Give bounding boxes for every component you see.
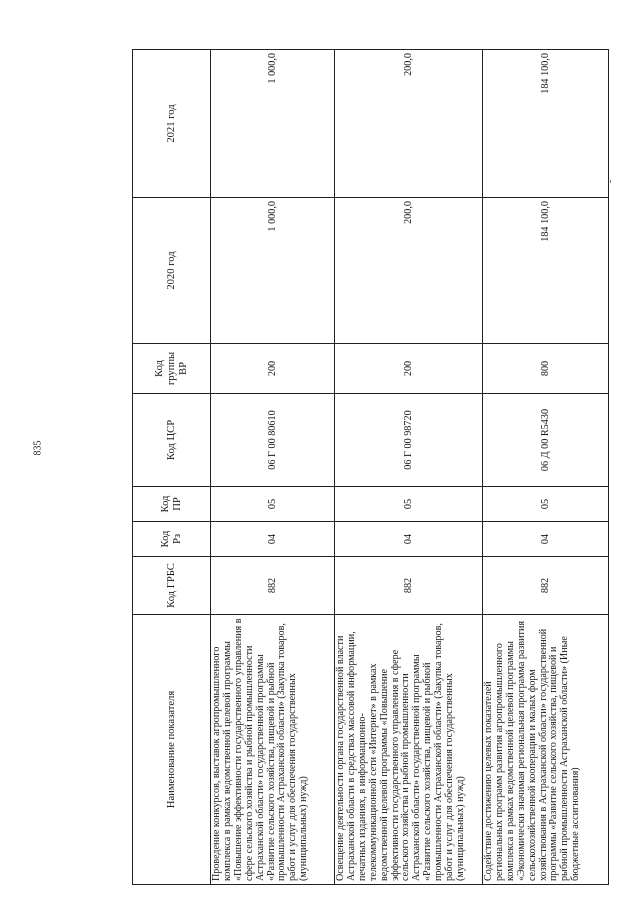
row-csr: 06 Д 00 R5430	[483, 394, 609, 487]
row-vr: 800	[483, 344, 609, 394]
row-name: Содействие достижению целевых показателей региональных программ развития агропромышленного комплекса в рамках ведомственной целевой программы «Экономически значимая региональная программа развития сельскохозяйственной кооперации и малых форм хозяйствования в Астраханской области» государственной программы «Развитие сельского хозяйства, пищевой и рыбной промышленности Астраханской области» (Иные бюджетные ассигнования)	[483, 615, 609, 885]
header-csr: Код ЦСР	[133, 394, 211, 487]
row-rz: 04	[483, 522, 609, 557]
row-csr: 06 Г 00 98720	[335, 394, 483, 487]
row-name: Проведение конкурсов, выставок агропромышленного комплекса в рамках ведомственной целевой программы «Повышение эффективности государственного управления в сфере сельского хозяйства и рыбной промышленности Астраханской области» государственной программы «Развитие сельского хозяйства, пищевой и рыбной промышленности Астраханской области» (Закупка товаров, работ и услуг для обеспечения государственных (муниципальных) нужд)	[211, 615, 335, 885]
header-grbs: Код ГРБС	[133, 557, 211, 615]
row-csr: 06 Г 00 80610	[211, 394, 335, 487]
row-2020: 1 000,0	[211, 198, 335, 344]
row-pr: 05	[211, 487, 335, 522]
rotated-table-wrapper	[132, 50, 582, 885]
table-row	[483, 50, 609, 885]
header-2020: 2020 год	[133, 198, 211, 344]
header-2021: 2021 год	[133, 50, 211, 198]
row-pr: 05	[483, 487, 609, 522]
table-row	[335, 50, 483, 885]
page-number: 835	[32, 440, 44, 456]
row-2021: 184 100,0	[483, 50, 609, 198]
row-grbs: 882	[211, 557, 335, 615]
row-grbs: 882	[335, 557, 483, 615]
table-header-row	[133, 50, 211, 885]
row-pr: 05	[335, 487, 483, 522]
row-2020: 200,0	[335, 198, 483, 344]
header-pr: Код ПР	[133, 487, 211, 522]
row-2020: 184 100,0	[483, 198, 609, 344]
header-rz: Код Рз	[133, 522, 211, 557]
table-row	[211, 50, 335, 885]
row-rz: 04	[211, 522, 335, 557]
row-2021: 200,0	[335, 50, 483, 198]
row-grbs: 882	[483, 557, 609, 615]
row-vr: 200	[335, 344, 483, 394]
budget-table	[132, 49, 609, 885]
header-vr: Код группы ВР	[133, 344, 211, 394]
row-name: Освещение деятельности органа государственной власти Астраханской области в средствах массовой информации, печатных изданиях, в информационно-телекоммуникационной сети «Интернет» в рамках ведомственной целевой программы «Повышение эффективности государственного управления в сфере сельского хозяйства и рыбной промышленности Астраханской области» государственной программы «Развитие сельского хозяйства, пищевой и рыбной промышленности Астраханской области» (Закупка товаров, работ и услуг для обеспечения государственных (муниципальных) нужд)	[335, 615, 483, 885]
row-vr: 200	[211, 344, 335, 394]
row-rz: 04	[335, 522, 483, 557]
header-name: Наименование показателя	[133, 615, 211, 885]
row-2021: 1 000,0	[211, 50, 335, 198]
margin-mark	[610, 180, 611, 183]
